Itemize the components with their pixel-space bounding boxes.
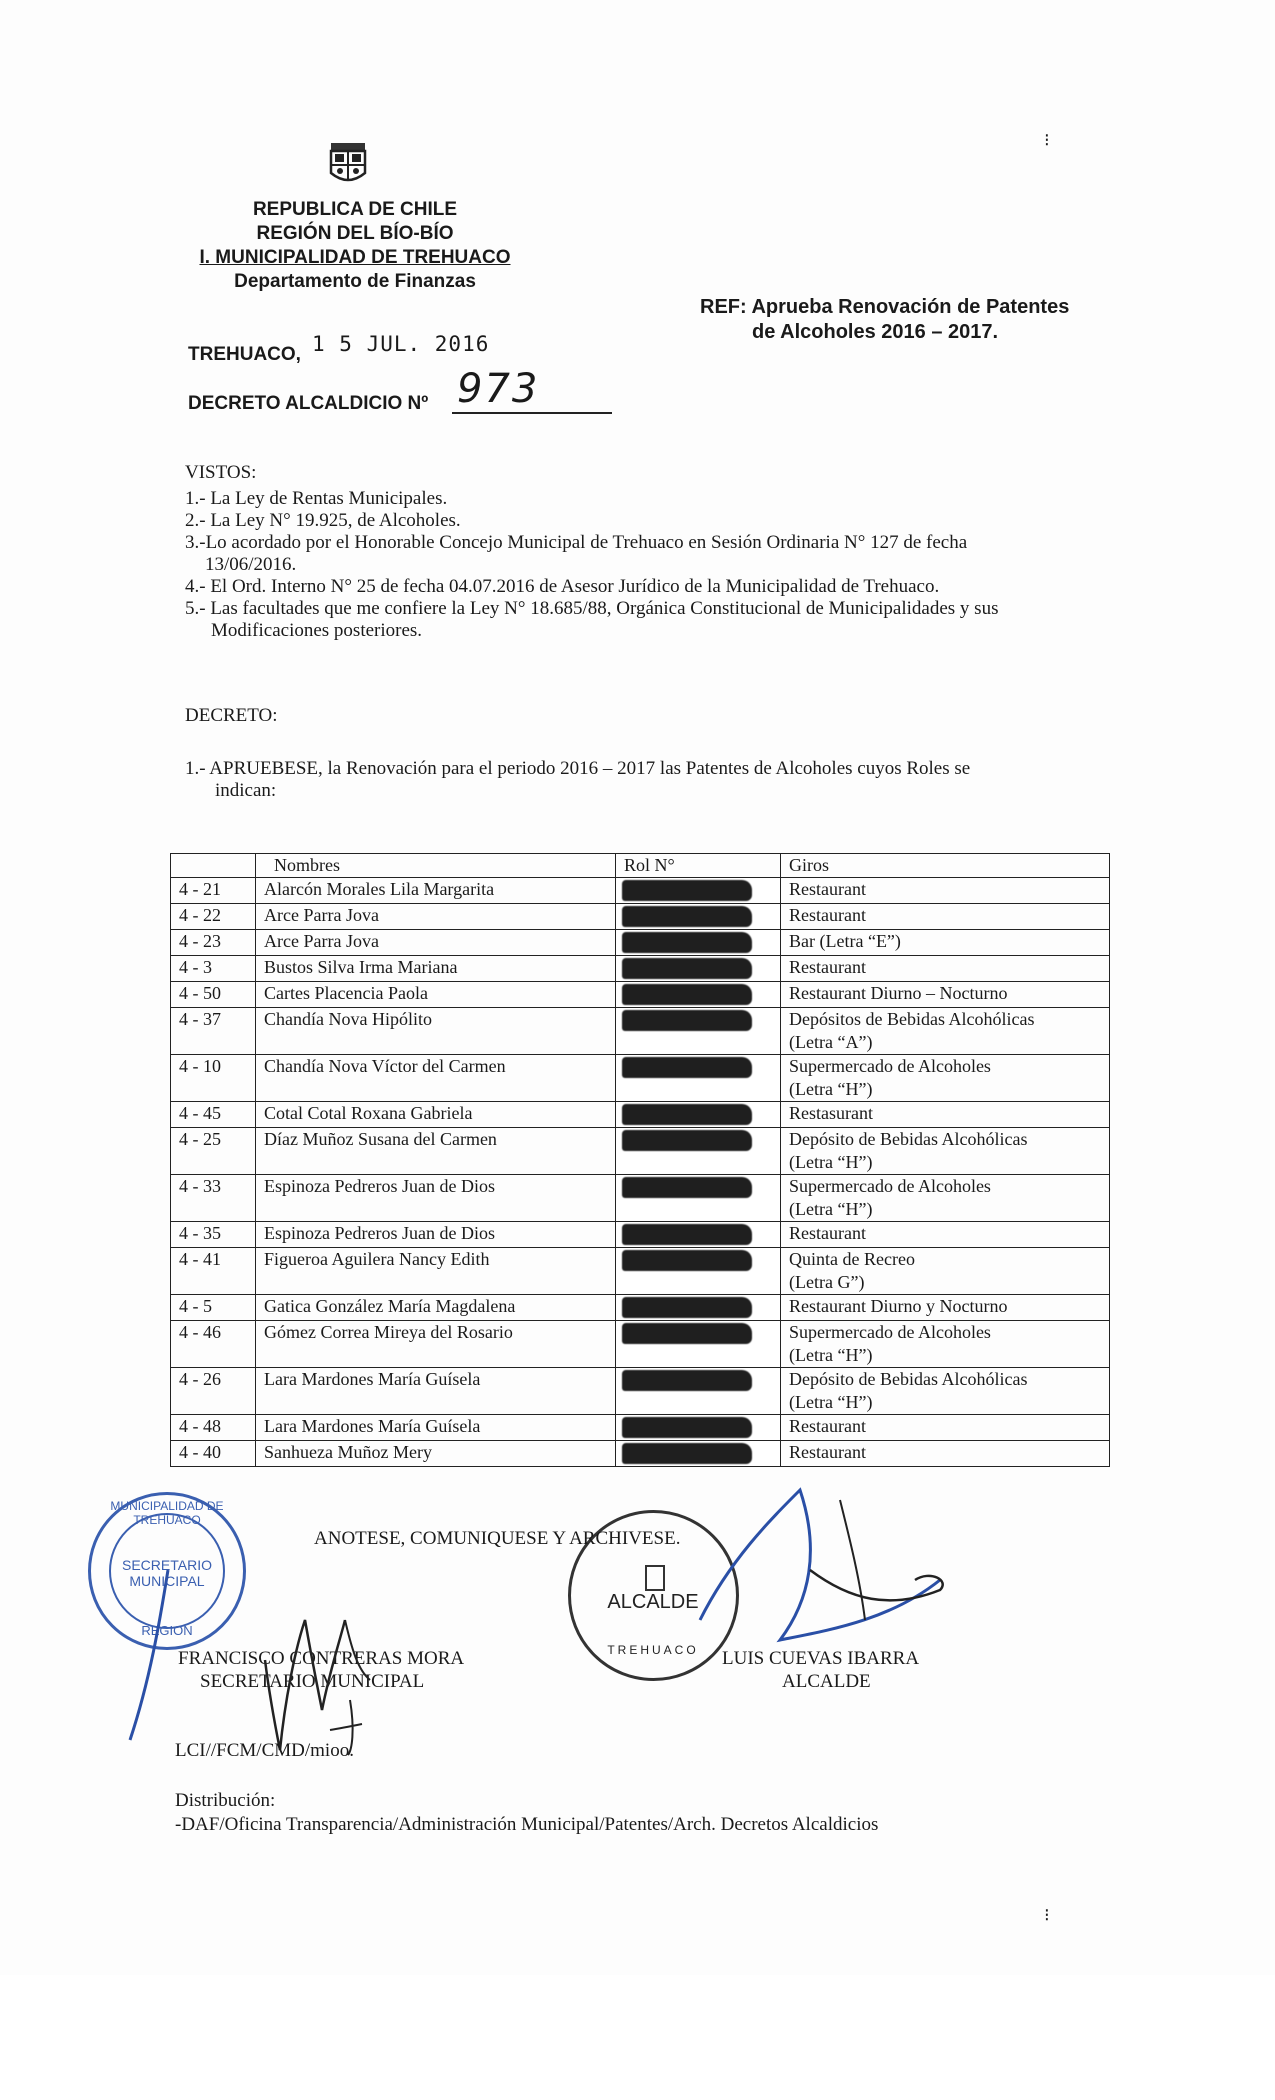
vistos-item: 2.- La Ley N° 19.925, de Alcoholes. xyxy=(185,510,461,531)
redaction-mark xyxy=(622,1057,752,1078)
row-giro-line: Supermercado de Alcoholes xyxy=(789,1322,991,1342)
patents-table xyxy=(170,853,1110,1467)
row-giro-line: (Letra “H”) xyxy=(789,1199,873,1219)
row-giro-line: Restaurant xyxy=(789,957,866,977)
mayor-name: LUIS CUEVAS IBARRA xyxy=(722,1648,920,1669)
row-name: Espinoza Pedreros Juan de Dios xyxy=(256,1222,616,1248)
header-region: REGIÓN DEL BÍO-BÍO xyxy=(256,223,454,244)
scan-mark: ⁝ xyxy=(1044,1905,1050,1925)
row-giro-line: Restaurant xyxy=(789,905,866,925)
table-row xyxy=(171,1295,1110,1321)
row-name: Sanhueza Muñoz Mery xyxy=(256,1441,616,1467)
table-row xyxy=(171,1368,1110,1415)
redaction-mark xyxy=(622,1224,752,1245)
row-code: 4 - 40 xyxy=(171,1441,256,1467)
table-header-code xyxy=(171,854,256,878)
decreto-title: DECRETO: xyxy=(185,705,278,726)
decreto-item-line-1: 1.- APRUEBESE, la Renovación para el periodo 2016 – 2017 las Patentes de Alcoholes cuyos Roles se xyxy=(185,758,971,779)
seal-alcalde-text: ALCALDE xyxy=(607,1591,699,1613)
redaction-mark xyxy=(622,1370,752,1391)
row-code: 4 - 21 xyxy=(171,878,256,904)
row-name: Lara Mardones María Guísela xyxy=(256,1415,616,1441)
row-code: 4 - 35 xyxy=(171,1222,256,1248)
vistos-item: 4.- El Ord. Interno N° 25 de fecha 04.07.2016 de Asesor Jurídico de la Municipalidad de Trehuaco. xyxy=(185,576,940,597)
row-code: 4 - 46 xyxy=(171,1321,256,1368)
table-row xyxy=(171,1175,1110,1222)
row-rol-redacted xyxy=(616,982,781,1008)
row-rol-redacted xyxy=(616,1368,781,1415)
header-municipality: I. MUNICIPALIDAD DE TREHUACO xyxy=(199,247,511,268)
row-giro-line: Restaurant Diurno – Nocturno xyxy=(789,983,1008,1003)
ref-line-2: de Alcoholes 2016 – 2017. xyxy=(752,321,999,343)
row-code: 4 - 50 xyxy=(171,982,256,1008)
redaction-mark xyxy=(622,1104,752,1125)
row-giro-line: Supermercado de Alcoholes xyxy=(789,1176,991,1196)
table-row xyxy=(171,930,1110,956)
row-code: 4 - 48 xyxy=(171,1415,256,1441)
closing-formula: ANOTESE, COMUNIQUESE Y ARCHIVESE. xyxy=(314,1528,681,1549)
redaction-mark xyxy=(622,1130,752,1151)
table-header-giro: Giros xyxy=(781,854,1110,878)
row-name: Lara Mardones María Guísela xyxy=(256,1368,616,1415)
row-name: Bustos Silva Irma Mariana xyxy=(256,956,616,982)
table-row xyxy=(171,982,1110,1008)
table-row xyxy=(171,1102,1110,1128)
row-name: Alarcón Morales Lila Margarita xyxy=(256,878,616,904)
row-name: Figueroa Aguilera Nancy Edith xyxy=(256,1248,616,1295)
row-giro-line: (Letra “H”) xyxy=(789,1079,873,1099)
row-giro xyxy=(781,1008,1110,1055)
row-giro xyxy=(781,1102,1110,1128)
seal-bottom-text: REGION xyxy=(141,1623,193,1638)
table-header-name: Nombres xyxy=(256,854,616,878)
row-giro-line: Restaurant xyxy=(789,1223,866,1243)
institution-header xyxy=(145,198,565,294)
table-row xyxy=(171,1128,1110,1175)
header-country: REPUBLICA DE CHILE xyxy=(252,199,458,220)
row-rol-redacted xyxy=(616,1008,781,1055)
row-giro-line: Depósito de Bebidas Alcohólicas xyxy=(789,1129,1028,1149)
secretary-name: FRANCISCO CONTRERAS MORA xyxy=(178,1648,465,1669)
row-giro-line: Restaurant xyxy=(789,879,866,899)
redaction-mark xyxy=(622,880,752,901)
row-rol-redacted xyxy=(616,1222,781,1248)
row-rol-redacted xyxy=(616,878,781,904)
row-giro-line: (Letra “H”) xyxy=(789,1392,873,1412)
row-code: 4 - 37 xyxy=(171,1008,256,1055)
vistos-item: 1.- La Ley de Rentas Municipales. xyxy=(185,488,448,509)
redaction-mark xyxy=(622,1323,752,1344)
ref-line-1: REF: Aprueba Renovación de Patentes xyxy=(700,296,1070,318)
decreto-item-1 xyxy=(185,758,1115,802)
table-row xyxy=(171,1321,1110,1368)
row-giro-line: Bar (Letra “E”) xyxy=(789,931,901,951)
row-giro-line: Quinta de Recreo xyxy=(789,1249,915,1269)
row-giro xyxy=(781,1368,1110,1415)
row-rol-redacted xyxy=(616,1321,781,1368)
header-department: Departamento de Finanzas xyxy=(234,271,476,292)
row-code: 4 - 3 xyxy=(171,956,256,982)
redaction-mark xyxy=(622,958,752,979)
redaction-mark xyxy=(622,1417,752,1438)
vistos-item: 5.- Las facultades que me confiere la Ley N° 18.685/88, Orgánica Constitucional de Municipalidades y sus xyxy=(185,598,999,619)
row-code: 4 - 25 xyxy=(171,1128,256,1175)
redaction-mark xyxy=(622,906,752,927)
row-giro xyxy=(781,1128,1110,1175)
redaction-mark xyxy=(622,984,752,1005)
row-giro-line: (Letra “H”) xyxy=(789,1152,873,1172)
row-name: Chandía Nova Víctor del Carmen xyxy=(256,1055,616,1102)
row-name: Gatica González María Magdalena xyxy=(256,1295,616,1321)
row-giro-line: Supermercado de Alcoholes xyxy=(789,1056,991,1076)
table-row xyxy=(171,1415,1110,1441)
mayor-signature-icon xyxy=(690,1460,990,1660)
redaction-mark xyxy=(622,932,752,953)
row-code: 4 - 45 xyxy=(171,1102,256,1128)
row-name: Arce Parra Jova xyxy=(256,930,616,956)
row-rol-redacted xyxy=(616,930,781,956)
vistos-section xyxy=(185,462,1105,642)
redaction-mark xyxy=(622,1250,752,1271)
table-row xyxy=(171,1222,1110,1248)
row-giro xyxy=(781,982,1110,1008)
table-row xyxy=(171,878,1110,904)
row-code: 4 - 26 xyxy=(171,1368,256,1415)
mayor-title: ALCALDE xyxy=(782,1671,871,1692)
distribution-title: Distribución: xyxy=(175,1790,276,1811)
row-rol-redacted xyxy=(616,956,781,982)
redaction-mark xyxy=(622,1010,752,1031)
table-row xyxy=(171,1008,1110,1055)
row-giro-line: (Letra “H”) xyxy=(789,1345,873,1365)
table-row xyxy=(171,956,1110,982)
row-giro xyxy=(781,1055,1110,1102)
row-rol-redacted xyxy=(616,1055,781,1102)
row-code: 4 - 41 xyxy=(171,1248,256,1295)
row-rol-redacted xyxy=(616,1128,781,1175)
row-name: Arce Parra Jova xyxy=(256,904,616,930)
vistos-title: VISTOS: xyxy=(185,462,257,483)
shield-icon xyxy=(645,1565,665,1591)
decree-label: DECRETO ALCALDICIO Nº xyxy=(188,393,429,414)
vistos-item: 3.-Lo acordado por el Honorable Concejo Municipal de Trehuaco en Sesión Ordinaria N° 127 de fecha xyxy=(185,532,968,553)
table-header-row xyxy=(171,854,1110,878)
seal-center-line-2: MUNICIPAL xyxy=(129,1573,205,1589)
reference-block xyxy=(700,295,1069,345)
vistos-item: Modificaciones posteriores. xyxy=(211,620,423,641)
table-row xyxy=(171,1055,1110,1102)
row-giro-line: Restaurant Diurno y Nocturno xyxy=(789,1296,1008,1316)
table-row xyxy=(171,1248,1110,1295)
row-giro-line: (Letra G”) xyxy=(789,1272,865,1292)
row-name: Espinoza Pedreros Juan de Dios xyxy=(256,1175,616,1222)
row-giro xyxy=(781,878,1110,904)
row-rol-redacted xyxy=(616,904,781,930)
row-name: Chandía Nova Hipólito xyxy=(256,1008,616,1055)
place-label: TREHUACO, xyxy=(188,344,301,365)
row-giro-line: Restaurant xyxy=(789,1442,866,1462)
scan-mark: ⁝ xyxy=(1044,130,1050,150)
row-giro-line: Depósitos de Bebidas Alcohólicas xyxy=(789,1009,1035,1029)
seal-ring-text: MUNICIPALIDAD DE TREHUACO xyxy=(110,1499,224,1527)
row-giro-line: Restaurant xyxy=(789,1416,866,1436)
row-giro xyxy=(781,904,1110,930)
row-name: Cotal Cotal Roxana Gabriela xyxy=(256,1102,616,1128)
redaction-mark xyxy=(622,1297,752,1318)
row-code: 4 - 10 xyxy=(171,1055,256,1102)
secretary-title: SECRETARIO MUNICIPAL xyxy=(200,1671,425,1692)
secretary-signature-icon xyxy=(90,1500,450,1760)
row-giro xyxy=(781,930,1110,956)
row-giro-line: Restasurant xyxy=(789,1103,873,1123)
row-rol-redacted xyxy=(616,1248,781,1295)
decree-number-line xyxy=(452,366,612,414)
row-rol-redacted xyxy=(616,1102,781,1128)
initials-reference: LCI//FCM/CMD/mioo. xyxy=(175,1740,354,1761)
coat-of-arms-icon xyxy=(327,143,369,187)
row-rol-redacted xyxy=(616,1415,781,1441)
row-giro-line: Depósito de Bebidas Alcohólicas xyxy=(789,1369,1028,1389)
row-giro xyxy=(781,956,1110,982)
table-row xyxy=(171,904,1110,930)
vistos-item: 13/06/2016. xyxy=(205,554,297,575)
row-name: Cartes Placencia Paola xyxy=(256,982,616,1008)
table-header-rol: Rol N° xyxy=(616,854,781,878)
row-name: Díaz Muñoz Susana del Carmen xyxy=(256,1128,616,1175)
row-rol-redacted xyxy=(616,1295,781,1321)
row-giro-line: (Letra “A”) xyxy=(789,1032,873,1052)
row-code: 4 - 22 xyxy=(171,904,256,930)
row-giro xyxy=(781,1175,1110,1222)
date-stamp: 1 5 JUL. 2016 xyxy=(312,332,490,356)
row-giro xyxy=(781,1321,1110,1368)
seal-town-text: TREHUACO xyxy=(607,1643,699,1657)
row-giro xyxy=(781,1248,1110,1295)
distribution-list: -DAF/Oficina Transparencia/Administración Municipal/Patentes/Arch. Decretos Alcaldicios xyxy=(175,1814,879,1835)
decree-number: 973 xyxy=(457,366,540,412)
redaction-mark xyxy=(622,1177,752,1198)
row-giro xyxy=(781,1295,1110,1321)
row-giro xyxy=(781,1222,1110,1248)
row-rol-redacted xyxy=(616,1175,781,1222)
row-code: 4 - 23 xyxy=(171,930,256,956)
decreto-item-line-2: indican: xyxy=(215,780,277,801)
row-code: 4 - 33 xyxy=(171,1175,256,1222)
row-code: 4 - 5 xyxy=(171,1295,256,1321)
row-giro xyxy=(781,1415,1110,1441)
row-name: Gómez Correa Mireya del Rosario xyxy=(256,1321,616,1368)
seal-center-line-1: SECRETARIO xyxy=(122,1557,212,1573)
